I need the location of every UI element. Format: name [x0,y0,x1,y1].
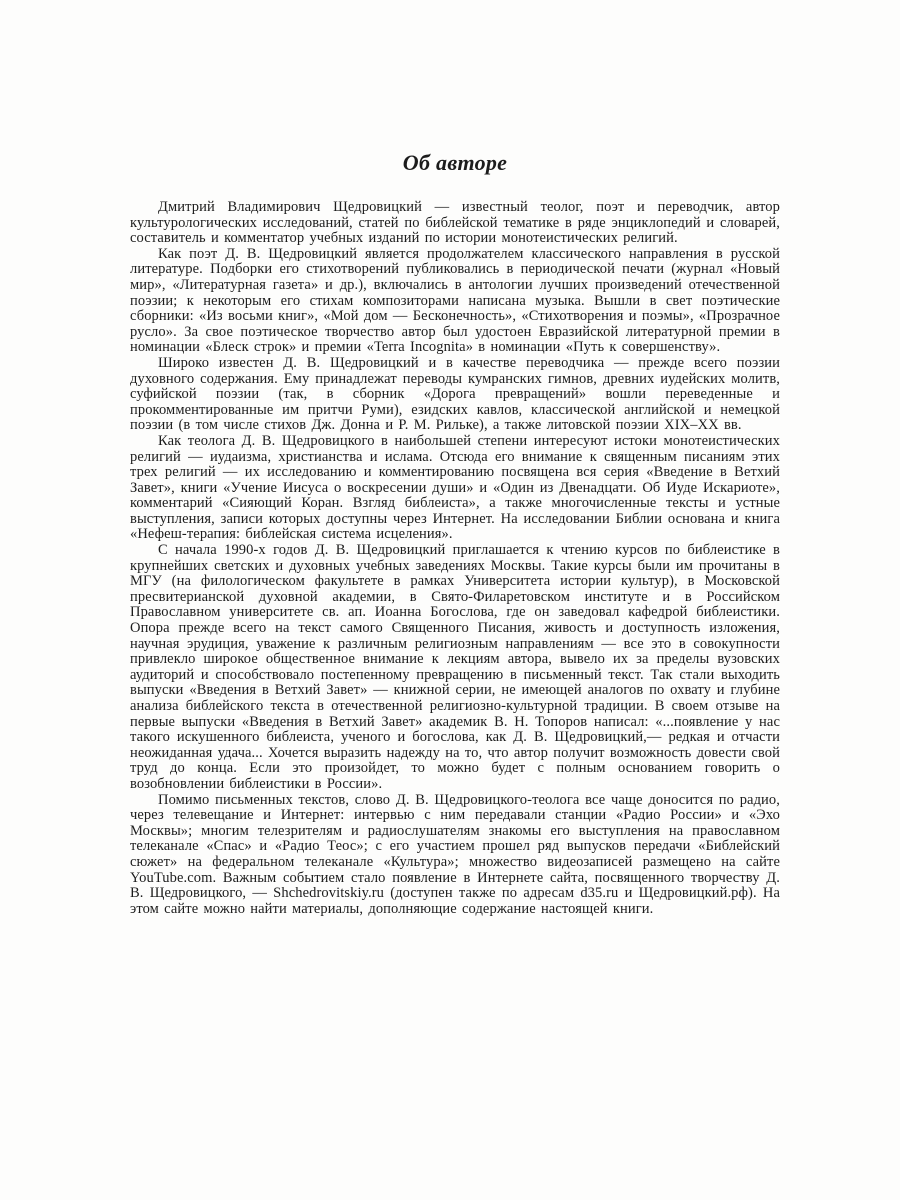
paragraph-media: Помимо письменных текстов, слово Д. В. Щедровицкого-теолога все чаще доносится по радио, через телевещание и Интернет: интервью с ним передавали станции «Радио России» и «Эхо Москвы»; многим телезрителям и радиослушателям знакомы его выступления на православном телеканале «Спас» и «Радио Теос»; с его участием прошел ряд выпусков передачи «Библейский сюжет» на федеральном телеканале «Культура»; множество видеозаписей размещено на сайте YouTube.com. Важным событием стало появление в Интернете сайта, посвященного творчеству Д. В. Щедровицкого, — Shchedrovitskiy.ru (доступен также по адресам d35.ru и Щедровицкий.рф). На этом сайте можно найти материалы, дополняющие содержание настоящей книги. [130,791,780,917]
paragraph-translator: Широко известен Д. В. Щедровицкий и в качестве переводчика — прежде всего поэзии духовного содержания. Ему принадлежат переводы кумранских гимнов, древних иудейских молитв, суфийской поэзии (так, в сборник «Дорога превращений» вошли переведенные и прокомментированные им притчи Руми), езидских кавлов, классической английской и немецкой поэзии (в том числе стихов Дж. Донна и Р. М. Рильке), а также литовской поэзии XIX–XX вв. [130,354,780,434]
page-title: Об авторе [402,150,508,175]
text-block [130,150,780,917]
paragraph-intro: Дмитрий Владимирович Щедровицкий — известный теолог, поэт и переводчик, автор культурологических исследований, статей по библейской тематике в ряде энциклопедий и словарей, составитель и комментатор учебных изданий по истории монотеистических религий. [130,199,780,247]
paragraph-poet: Как поэт Д. В. Щедровицкий является продолжателем классического направления в русской литературе. Подборки его стихотворений публиковались в периодической печати (журнал «Новый мир», «Литературная газета» и др.), включались в антологии лучших произведений отечественной поэзии; к некоторым его стихам композиторами написана музыка. Вышли в свет поэтические сборники: «Из восьми книг», «Мой дом — Бесконечность», «Стихотворения и поэмы», «Прозрачное русло». За свое поэтическое творчество автор был удостоен Евразийской литературной премии в номинации «Блеск строк» и премии «Terra Incognita» в номинации «Путь к совершенству». [130,245,780,356]
paragraph-theologian: Как теолога Д. В. Щедровицкого в наибольшей степени интересуют истоки монотеистических религий — иудаизма, христианства и ислама. Отсюда его внимание к священным писаниям этих трех религий — их исследованию и комментированию посвящена вся серия «Введение в Ветхий Завет», книги «Учение Иисуса о воскресении души» и «Один из Двенадцати. Об Иуде Искариоте», комментарий «Сияющий Коран. Взгляд библеиста», а также многочисленные тексты и устные выступления, записи которых доступны через Интернет. На исследовании Библии основана и книга «Нефеш-терапия: библейская система исцеления». [130,432,780,543]
paragraph-lectures: С начала 1990-х годов Д. В. Щедровицкий приглашается к чтению курсов по библеистике в крупнейших светских и духовных учебных заведениях Москвы. Такие курсы были им прочитаны в МГУ (на филологическом факультете в рамках Университета истории культур), в Московской пресвитерианской духовной академии, в Свято-Филаретовском институте и в Российском Православном университете св. ап. Иоанна Богослова, где он заведовал кафедрой библеистики. Опора прежде всего на текст самого Священного Писания, живость и доступность изложения, научная эрудиция, уважение к различным религиозным направлениям — все это в совокупности привлекло широкое общественное внимание к лекциям автора, вывело их за пределы вузовских аудиторий и способствовало постепенному превращению в письменный текст. Так стали выходить выпуски «Введения в Ветхий Завет» — книжной серии, не имеющей аналогов по охвату и глубине анализа библейского текста в отечественной религиозно-культурной традиции. В своем отзыве на первые выпуски «Введения в Ветхий Завет» академик В. Н. Топоров написал: «...появление у нас такого искушенного библеиста, ученого и богослова, как Д. В. Щедровицкий,— редкая и отчасти неожиданная удача... Хочется выразить надежду на то, что автор получит возможность довести свой труд до конца. Если это произойдет, то можно будет с полным основанием говорить о возобновлении библеистики в России». [130,542,780,792]
